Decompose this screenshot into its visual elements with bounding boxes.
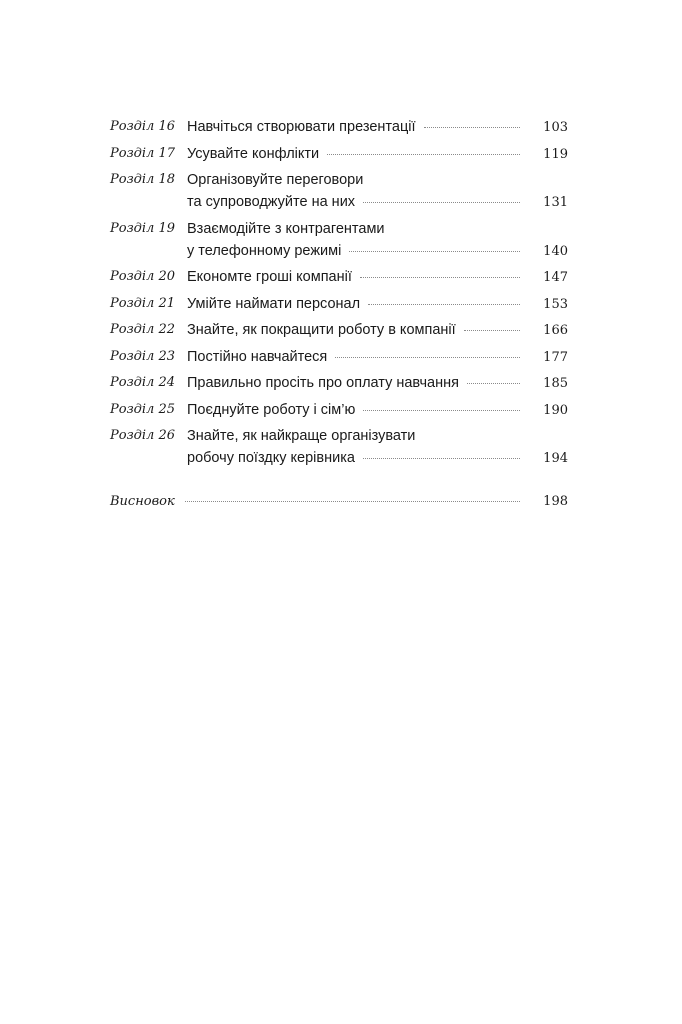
toc-entry — [110, 319, 568, 342]
dot-leader — [368, 304, 520, 305]
chapter-number: Розділ 26 — [110, 428, 176, 443]
toc-entry — [110, 218, 568, 263]
toc-entry — [110, 293, 568, 316]
chapter-title: Економте гроші компанії — [187, 269, 352, 285]
chapter-number: Розділ 16 — [110, 119, 176, 134]
dot-leader — [424, 127, 521, 128]
conclusion-label: Висновок — [110, 494, 175, 509]
chapter-title: Організовуйте переговори — [187, 172, 364, 188]
dot-leader — [185, 501, 520, 502]
dot-leader — [360, 277, 520, 278]
toc-entry-line — [187, 447, 568, 470]
chapter-title: Умійте наймати персонал — [187, 295, 361, 312]
dot-leader — [327, 154, 520, 155]
toc-entry — [110, 372, 568, 395]
toc-entry-line — [187, 191, 568, 214]
chapter-number: Розділ 24 — [110, 375, 176, 390]
page-number: 131 — [543, 195, 568, 210]
toc-entry-line — [187, 346, 568, 369]
toc-entry-conclusion — [110, 491, 568, 513]
page-number: 177 — [543, 349, 568, 365]
toc-entry — [110, 266, 568, 289]
chapter-title: Навчіться створювати презентації — [187, 119, 416, 135]
dot-leader — [335, 357, 520, 358]
toc-entry-line — [187, 266, 568, 289]
page-number: 140 — [543, 243, 568, 259]
chapter-number: Розділ 21 — [110, 295, 176, 311]
toc-entry-content — [187, 425, 568, 470]
chapter-number: Розділ 19 — [110, 220, 176, 236]
chapter-title: Постійно навчайтеся — [187, 348, 328, 365]
page-number: 166 — [543, 323, 568, 338]
chapter-number: Розділ 22 — [110, 322, 176, 337]
dot-leader — [349, 251, 520, 252]
chapter-number: Розділ 18 — [110, 172, 176, 187]
toc-entry-content — [187, 346, 568, 369]
chapter-title: Правильно просіть про оплату навчання — [187, 375, 459, 391]
chapter-number: Розділ 25 — [110, 401, 176, 417]
toc-entries — [110, 116, 568, 470]
chapter-title: робочу поїздку керівника — [187, 450, 355, 466]
dot-leader — [363, 458, 520, 459]
page-number: 103 — [543, 120, 568, 135]
toc-entry-line — [187, 116, 568, 139]
toc-entry-line — [187, 372, 568, 395]
toc-entry-content — [187, 319, 568, 342]
toc-entry-content — [110, 491, 568, 513]
toc-entry — [110, 399, 568, 422]
page-number: 119 — [543, 146, 568, 162]
toc-entry-line — [187, 319, 568, 342]
toc-entry — [110, 346, 568, 369]
toc-entry-content — [187, 372, 568, 395]
chapter-number: Розділ 17 — [110, 145, 176, 161]
dot-leader — [464, 330, 520, 331]
chapter-title: Поєднуйте роботу і сім’ю — [187, 401, 356, 418]
toc-entry — [110, 143, 568, 166]
toc-entry-line — [187, 399, 568, 422]
page-number: 185 — [543, 376, 568, 391]
chapter-title: Знайте, як найкраще організувати — [187, 428, 416, 444]
page-number: 147 — [543, 270, 568, 285]
dot-leader — [363, 410, 520, 411]
chapter-number: Розділ 23 — [110, 348, 176, 364]
toc-entry-content — [187, 143, 568, 166]
dot-leader — [363, 202, 520, 203]
toc-entry-content — [187, 169, 568, 214]
toc-entry-line — [187, 143, 568, 166]
chapter-title: Усувайте конфлікти — [187, 145, 320, 162]
toc-entry — [110, 425, 568, 470]
page-number: 194 — [543, 451, 568, 466]
table-of-contents — [110, 116, 568, 517]
toc-entry-line — [110, 491, 568, 513]
chapter-number: Розділ 20 — [110, 269, 176, 284]
chapter-title: Взаємодійте з контрагентами — [187, 220, 385, 237]
toc-entry-content — [187, 218, 568, 263]
page-number: 153 — [543, 296, 568, 312]
page-number: 190 — [543, 402, 568, 418]
toc-entry — [110, 116, 568, 139]
toc-entry-line — [187, 293, 568, 316]
toc-entry-content — [187, 293, 568, 316]
toc-entry-line — [187, 240, 568, 263]
toc-entry-content — [187, 116, 568, 139]
toc-entry — [110, 169, 568, 214]
toc-entry-content — [187, 266, 568, 289]
dot-leader — [467, 383, 520, 384]
chapter-title: Знайте, як покращити роботу в компанії — [187, 322, 456, 338]
chapter-title: та супроводжуйте на них — [187, 194, 356, 210]
chapter-title: у телефонному режимі — [187, 242, 342, 259]
page-number: 198 — [543, 494, 568, 509]
toc-entry-content — [187, 399, 568, 422]
